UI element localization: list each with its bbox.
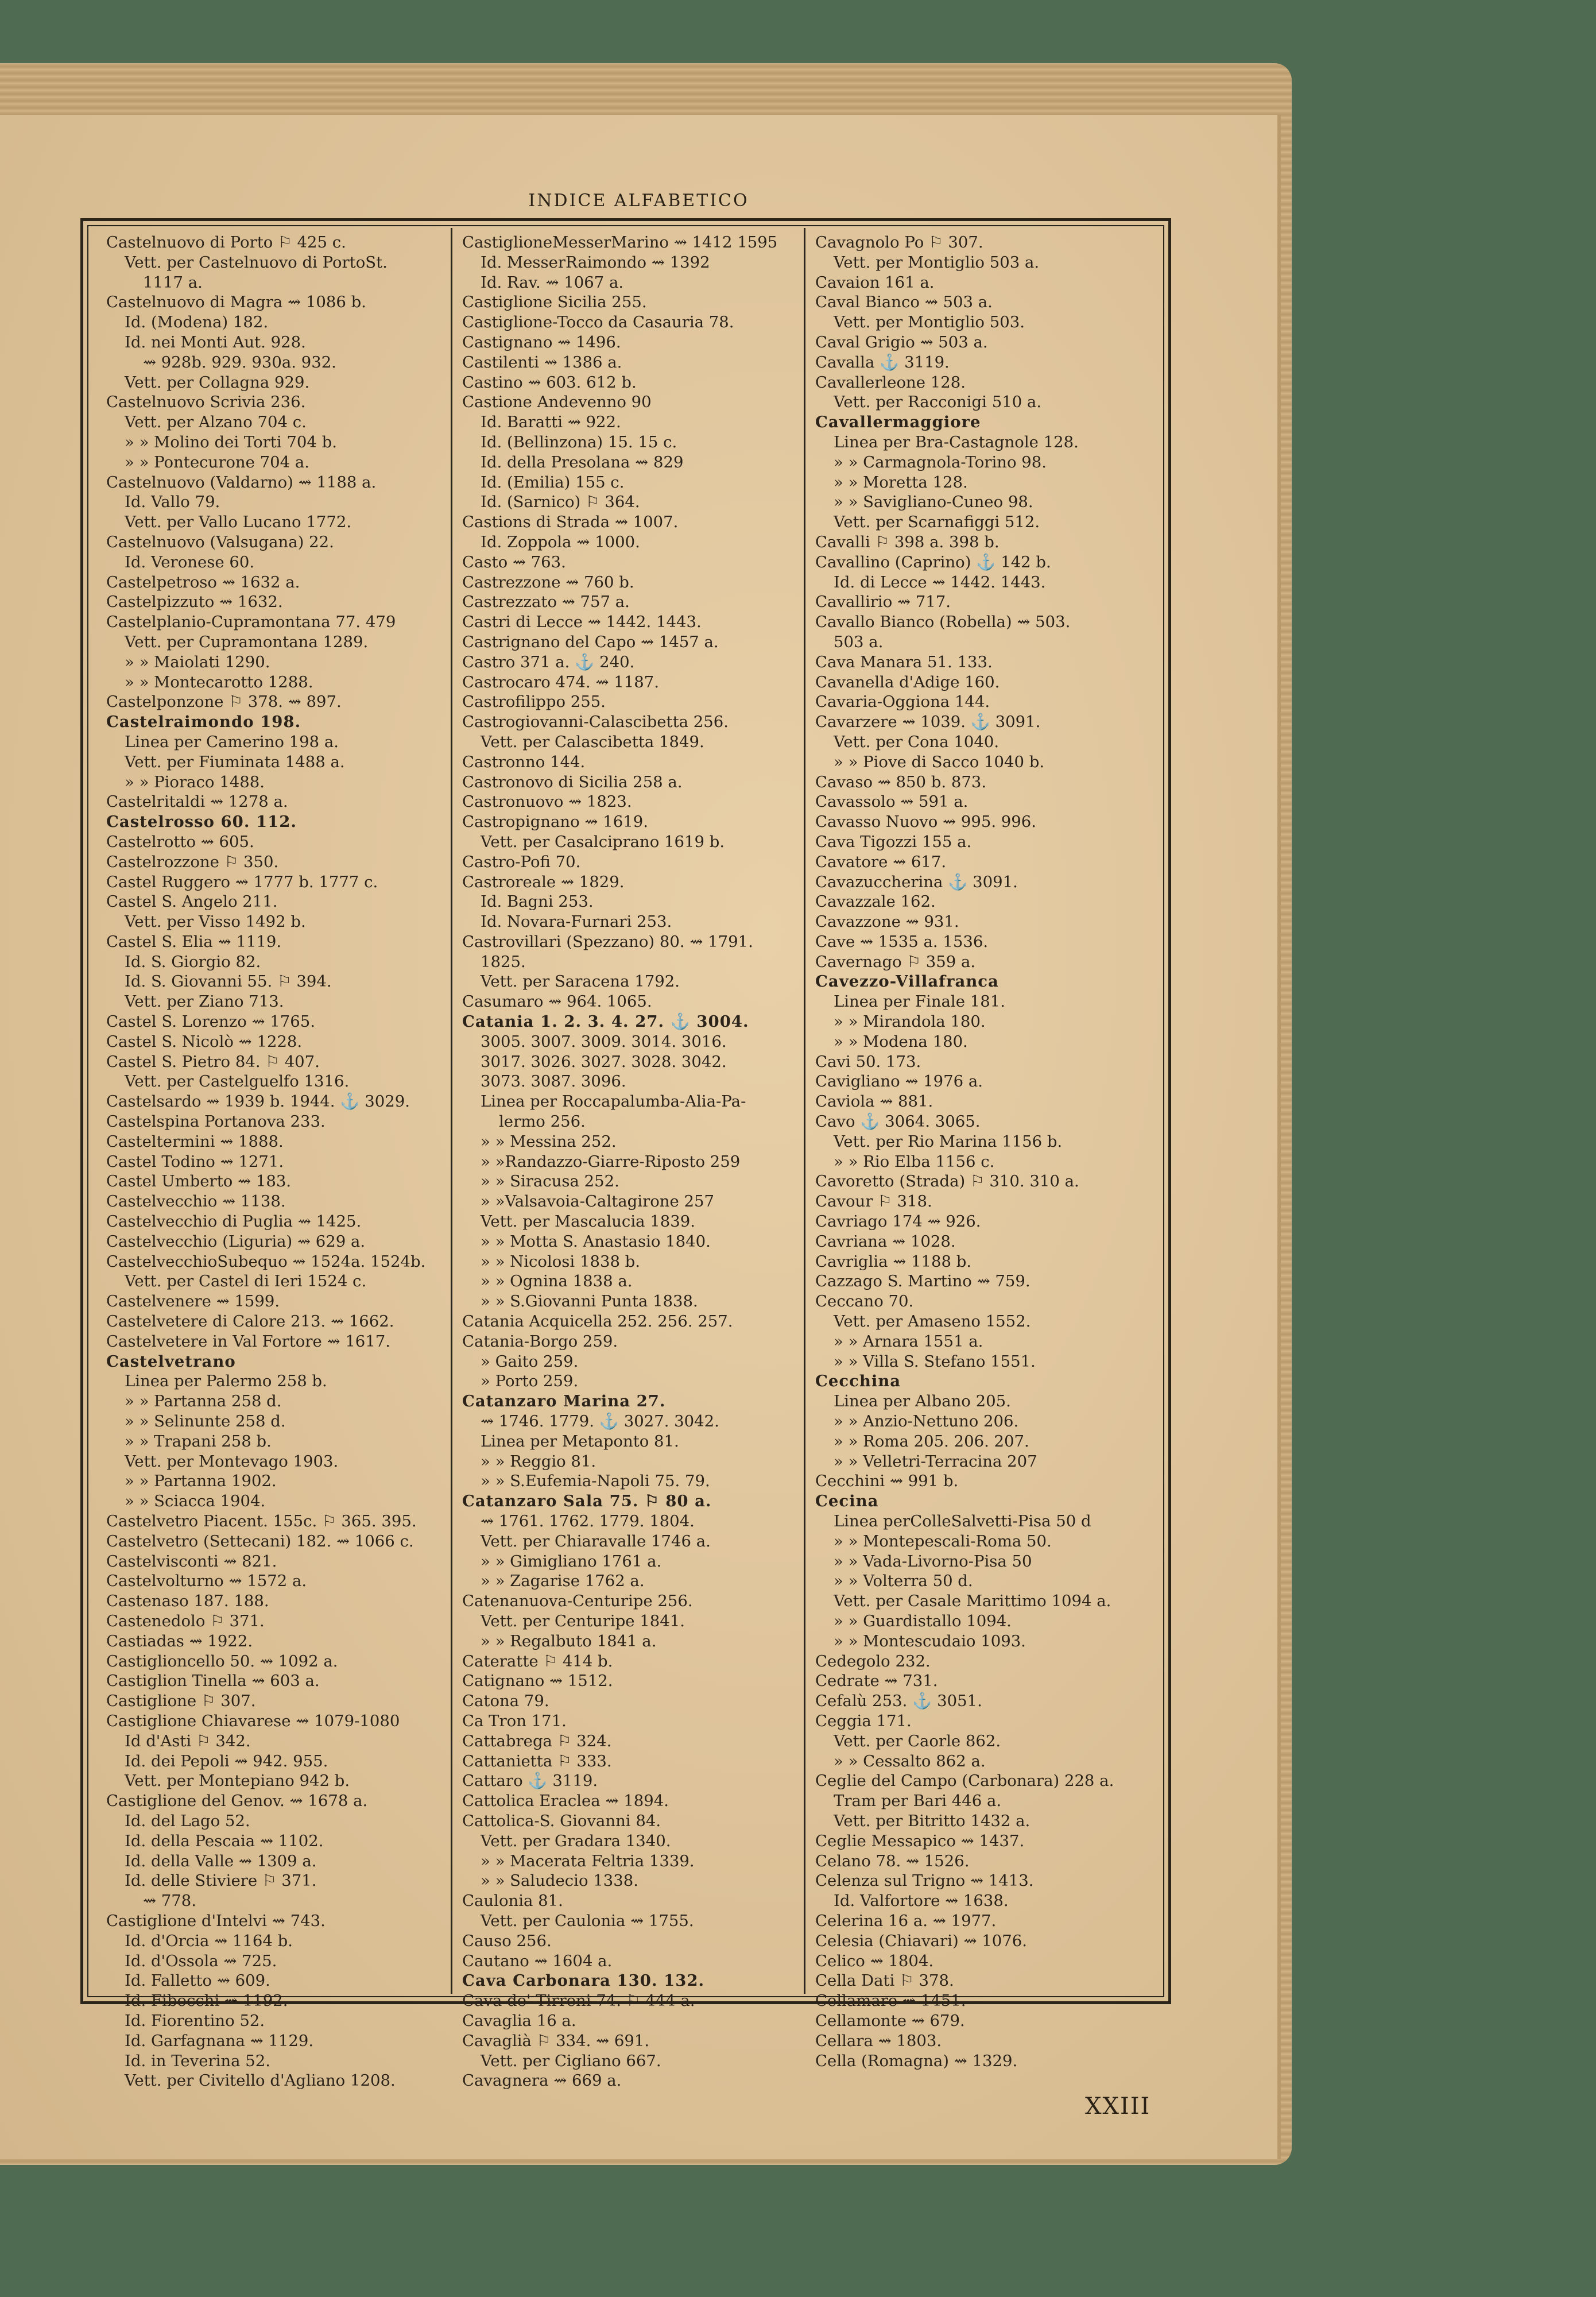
index-entry: Vett. per Fiuminata 1488 a.: [125, 752, 345, 771]
index-entry: Castelnuovo (Valsugana) 22.: [106, 532, 334, 551]
index-column-2: [462, 233, 807, 2090]
index-entry: Id. Falletto ⇝ 609.: [125, 1971, 270, 1990]
index-entry: Castelrosso 60. 112.: [106, 813, 297, 832]
index-entry: Ceggia 171.: [815, 1711, 912, 1730]
index-entry: Id. Novara-Furnari 253.: [481, 912, 672, 931]
index-entry: » » Macerata Feltria 1339.: [481, 1851, 695, 1870]
index-entry: Id. (Emilia) 155 c.: [481, 473, 625, 492]
index-entry: 503 a.: [834, 632, 884, 651]
index-entry: Castronuovo ⇝ 1823.: [462, 792, 632, 811]
index-entry: Cellamonte ⇝ 679.: [815, 2011, 965, 2030]
index-entry: Casumaro ⇝ 964. 1065.: [462, 992, 652, 1011]
index-entry: Catania 1. 2. 3. 4. 27. ⚓ 3004.: [462, 1012, 749, 1031]
index-entry: Castelritaldi ⇝ 1278 a.: [106, 792, 288, 811]
index-entry: Vett. per Cigliano 667.: [481, 2051, 661, 2070]
index-entry: » » Roma 205. 206. 207.: [834, 1432, 1029, 1451]
index-entry: ⇝ 1746. 1779. ⚓ 3027. 3042.: [481, 1412, 719, 1431]
index-entry: Celico ⇝ 1804.: [815, 1951, 934, 1970]
index-entry: Id d'Asti ⚐ 342.: [125, 1731, 251, 1750]
index-entry: Vett. per Scarnafiggi 512.: [834, 513, 1040, 532]
index-entry: Castelvisconti ⇝ 821.: [106, 1552, 277, 1571]
index-entry: Cave ⇝ 1535 a. 1536.: [815, 932, 989, 951]
index-entry: Id. Bagni 253.: [481, 892, 594, 911]
index-entry: Id. Veronese 60.: [125, 552, 255, 571]
index-entry: Cecchini ⇝ 991 b.: [815, 1472, 959, 1491]
index-column-3: [815, 233, 1154, 2070]
index-entry: » »Valsavoia-Caltagirone 257: [481, 1192, 714, 1211]
index-entry: Cedrate ⇝ 731.: [815, 1672, 938, 1691]
index-entry: Castelponzone ⚐ 378. ⇝ 897.: [106, 693, 342, 711]
index-entry: Linea per Palermo 258 b.: [125, 1372, 327, 1391]
index-entry: » » Saludecio 1338.: [481, 1871, 638, 1890]
index-entry: 3073. 3087. 3096.: [481, 1072, 626, 1091]
index-entry: Castel S. Nicolò ⇝ 1228.: [106, 1032, 303, 1051]
index-entry: » » Pontecurone 704 a.: [125, 453, 310, 471]
index-entry: Cavagnera ⇝ 669 a.: [462, 2071, 622, 2090]
index-entry: » » S.Giovanni Punta 1838.: [481, 1292, 698, 1311]
index-entry: Castel S. Elia ⇝ 1119.: [106, 932, 282, 951]
index-entry: Id. Rav. ⇝ 1067 a.: [481, 273, 624, 292]
index-entry: Cavaglià ⚐ 334. ⇝ 691.: [462, 2031, 650, 2050]
index-entry: 3005. 3007. 3009. 3014. 3016.: [481, 1032, 727, 1051]
index-entry: Castel S. Lorenzo ⇝ 1765.: [106, 1012, 315, 1031]
index-entry: Linea per Metaponto 81.: [481, 1432, 679, 1451]
index-entry: Cavezzo-Villafranca: [815, 972, 999, 991]
index-entry: Id. nei Monti Aut. 928.: [125, 332, 306, 351]
index-entry: » » Piove di Sacco 1040 b.: [834, 752, 1045, 771]
index-entry: Castrofilippo 255.: [462, 693, 606, 711]
index-entry: » » Reggio 81.: [481, 1452, 596, 1471]
index-entry: Cava Carbonara 130. 132.: [462, 1971, 705, 1990]
index-entry: Vett. per Rio Marina 1156 b.: [834, 1132, 1063, 1151]
index-entry: Cavalla ⚓ 3119.: [815, 353, 950, 372]
index-entry: Cavazzone ⇝ 931.: [815, 912, 959, 931]
index-entry: » » Rio Elba 1156 c.: [834, 1152, 995, 1171]
index-entry: Id. del Lago 52.: [125, 1811, 250, 1830]
index-entry: » » Molino dei Torti 704 b.: [125, 432, 337, 451]
index-entry: » » Motta S. Anastasio 1840.: [481, 1232, 711, 1251]
index-entry: Vett. per Saracena 1792.: [481, 972, 680, 991]
index-entry: ⇝ 1761. 1762. 1779. 1804.: [481, 1512, 695, 1530]
index-entry: Id. (Sarnico) ⚐ 364.: [481, 493, 640, 512]
index-entry: Cavo ⚓ 3064. 3065.: [815, 1112, 981, 1131]
index-entry: Cavazzale 162.: [815, 892, 936, 911]
index-entry: Castrocaro 474. ⇝ 1187.: [462, 672, 660, 691]
index-entry: ⇝ 778.: [143, 1892, 197, 1911]
index-entry: Cava de' Tirreni 74. ⚐ 444 a.: [462, 1991, 695, 2010]
index-entry: Castelspina Portanova 233.: [106, 1112, 326, 1131]
index-entry: Ceglie Messapico ⇝ 1437.: [815, 1831, 1025, 1850]
index-entry: Castelvetere di Calore 213. ⇝ 1662.: [106, 1312, 394, 1331]
index-entry: Linea perColleSalvetti-Pisa 50 d: [834, 1512, 1091, 1530]
index-entry: Castelnuovo di Magra ⇝ 1086 b.: [106, 293, 366, 312]
index-entry: Caval Grigio ⇝ 503 a.: [815, 332, 988, 351]
index-entry: Castelvetro (Settecani) 182. ⇝ 1066 c.: [106, 1532, 414, 1550]
index-entry: Cecchina: [815, 1372, 901, 1391]
index-entry: Id. Fibocchi ⇝ 1192.: [125, 1991, 288, 2010]
index-entry: Id. (Bellinzona) 15. 15 c.: [481, 432, 677, 451]
index-entry: Cella Dati ⚐ 378.: [815, 1971, 954, 1990]
index-entry: Linea per Camerino 198 a.: [125, 732, 339, 751]
index-entry: Id. della Valle ⇝ 1309 a.: [125, 1851, 317, 1870]
index-entry: Cavallo Bianco (Robella) ⇝ 503.: [815, 613, 1071, 632]
index-entry: Castelvetrano: [106, 1352, 236, 1371]
index-entry: Celesia (Chiavari) ⇝ 1076.: [815, 1931, 1027, 1950]
index-frame: [80, 218, 1171, 2090]
index-entry: Cellamare ⇝ 1451.: [815, 1991, 966, 2010]
index-entry: Castiglione Sicilia 255.: [462, 293, 647, 312]
index-entry: Castiglione Chiavarese ⇝ 1079-1080: [106, 1711, 400, 1730]
index-entry: » » Nicolosi 1838 b.: [481, 1252, 641, 1271]
index-entry: Castel S. Pietro 84. ⚐ 407.: [106, 1052, 320, 1071]
index-entry: Catenanuova-Centuripe 256.: [462, 1592, 693, 1611]
index-entry: Cavour ⚐ 318.: [815, 1192, 932, 1211]
index-entry: Castiglione del Genov. ⇝ 1678 a.: [106, 1792, 368, 1811]
page-header: INDICE ALFABETICO: [528, 191, 749, 211]
index-entry: » » Partanna 1902.: [125, 1472, 277, 1491]
page-number: XXIII: [1085, 2093, 1151, 2120]
index-entry: Castiglione d'Intelvi ⇝ 743.: [106, 1911, 326, 1930]
index-entry: Castrignano del Capo ⇝ 1457 a.: [462, 632, 719, 651]
index-entry: Castel Todino ⇝ 1271.: [106, 1152, 284, 1171]
index-entry: Castelrotto ⇝ 605.: [106, 832, 254, 851]
index-entry: Vett. per Casalciprano 1619 b.: [481, 832, 725, 851]
index-entry: Castino ⇝ 603. 612 b.: [462, 373, 637, 392]
index-entry: Catanzaro Sala 75. ⚐ 80 a.: [462, 1492, 712, 1511]
index-entry: Id. Vallo 79.: [125, 493, 220, 512]
index-entry: Castelraimondo 198.: [106, 713, 301, 732]
index-entry: Cavaso ⇝ 850 b. 873.: [815, 772, 987, 791]
index-entry: Castrogiovanni-Calascibetta 256.: [462, 713, 729, 732]
index-entry: Castenedolo ⚐ 371.: [106, 1611, 265, 1630]
index-entry: CastelvecchioSubequo ⇝ 1524a. 1524b.: [106, 1252, 426, 1271]
index-entry: » » Arnara 1551 a.: [834, 1332, 983, 1351]
index-entry: Castro-Pofi 70.: [462, 852, 581, 871]
index-entry: Cavriago 174 ⇝ 926.: [815, 1212, 981, 1231]
index-entry: Castelpetroso ⇝ 1632 a.: [106, 573, 300, 591]
index-entry: » » Anzio-Nettuno 206.: [834, 1412, 1019, 1431]
index-entry: Castri di Lecce ⇝ 1442. 1443.: [462, 613, 702, 632]
index-entry: Castione Andevenno 90: [462, 393, 652, 412]
index-entry: » » Pioraco 1488.: [125, 772, 265, 791]
index-entry: Id. d'Ossola ⇝ 725.: [125, 1951, 277, 1970]
index-entry: Castelvetro Piacent. 155c. ⚐ 365. 395.: [106, 1512, 417, 1530]
index-entry: Vett. per Montiglio 503.: [834, 313, 1025, 332]
index-entry: Cavigliano ⇝ 1976 a.: [815, 1072, 983, 1091]
index-entry: Ceccano 70.: [815, 1292, 914, 1311]
index-entry: » » Zagarise 1762 a.: [481, 1572, 645, 1591]
index-entry: Vett. per Montevago 1903.: [125, 1452, 339, 1471]
index-entry: Cavassolo ⇝ 591 a.: [815, 792, 969, 811]
index-entry: 1117 a.: [143, 273, 203, 292]
index-entry: lermo 256.: [499, 1112, 586, 1131]
index-entry: Cavagnolo Po ⚐ 307.: [815, 233, 983, 252]
index-entry: » » Siracusa 252.: [481, 1172, 619, 1191]
index-entry: » » Savigliano-Cuneo 98.: [834, 493, 1033, 512]
index-entry: Vett. per Visso 1492 b.: [125, 912, 306, 931]
index-entry: Caulonia 81.: [462, 1892, 563, 1911]
index-entry: Vett. per Amaseno 1552.: [834, 1312, 1031, 1331]
book-page: [0, 115, 1281, 2159]
index-entry: » » Guardistallo 1094.: [834, 1611, 1012, 1630]
index-entry: Cecina: [815, 1492, 879, 1511]
index-entry: Celano 78. ⇝ 1526.: [815, 1851, 970, 1870]
index-entry: Id. della Pescaia ⇝ 1102.: [125, 1831, 324, 1850]
index-entry: Castiglion Tinella ⇝ 603 a.: [106, 1672, 320, 1691]
index-entry: Castelvecchio ⇝ 1138.: [106, 1192, 286, 1211]
index-entry: » » Modena 180.: [834, 1032, 968, 1051]
index-entry: Castiglione ⚐ 307.: [106, 1692, 256, 1711]
index-entry: Ca Tron 171.: [462, 1711, 567, 1730]
index-entry: » » Partanna 258 d.: [125, 1392, 282, 1411]
index-entry: Vett. per Casale Marittimo 1094 a.: [834, 1592, 1111, 1611]
index-entry: » » Sciacca 1904.: [125, 1492, 266, 1511]
index-entry: 1825.: [481, 952, 526, 971]
column-divider: [451, 228, 452, 1994]
index-entry: Ceglie del Campo (Carbonara) 228 a.: [815, 1772, 1114, 1791]
index-entry: Id. in Teverina 52.: [125, 2051, 271, 2070]
index-entry: Castelnuovo (Valdarno) ⇝ 1188 a.: [106, 473, 377, 492]
index-entry: Cavarzere ⇝ 1039. ⚓ 3091.: [815, 713, 1041, 732]
index-entry: Castions di Strada ⇝ 1007.: [462, 513, 679, 532]
index-entry: Vett. per Castel di Ieri 1524 c.: [125, 1272, 367, 1291]
index-entry: Cavaria-Oggiona 144.: [815, 693, 990, 711]
index-entry: Cavriana ⇝ 1028.: [815, 1232, 956, 1251]
index-entry: Castropignano ⇝ 1619.: [462, 813, 648, 832]
index-entry: Vett. per Calascibetta 1849.: [481, 732, 704, 751]
index-entry: » » Carmagnola-Torino 98.: [834, 453, 1047, 471]
index-entry: Castignano ⇝ 1496.: [462, 332, 621, 351]
index-entry: Cavazuccherina ⚓ 3091.: [815, 872, 1018, 891]
index-entry: Cedegolo 232.: [815, 1652, 931, 1670]
index-entry: Cavaion 161 a.: [815, 273, 935, 292]
index-entry: » » Montecarotto 1288.: [125, 672, 313, 691]
index-entry: Id. d'Orcia ⇝ 1164 b.: [125, 1931, 293, 1950]
index-entry: Cellara ⇝ 1803.: [815, 2031, 942, 2050]
index-entry: Vett. per Gradara 1340.: [481, 1831, 671, 1850]
index-entry: » » Mirandola 180.: [834, 1012, 986, 1031]
index-entry: Cavasso Nuovo ⇝ 995. 996.: [815, 813, 1037, 832]
index-entry: Castel Umberto ⇝ 183.: [106, 1172, 292, 1191]
index-entry: Cava Manara 51. 133.: [815, 652, 993, 671]
index-entry: Cattabrega ⚐ 324.: [462, 1731, 612, 1750]
index-entry: Vett. per Caorle 862.: [834, 1731, 1001, 1750]
index-entry: Casto ⇝ 763.: [462, 552, 566, 571]
index-entry: Vett. per Montiglio 503 a.: [834, 253, 1040, 272]
index-entry: Linea per Roccapalumba-Alia-Pa-: [481, 1092, 746, 1111]
index-entry: » » Montescudaio 1093.: [834, 1631, 1026, 1650]
index-entry: Castrezzato ⇝ 757 a.: [462, 593, 630, 612]
index-entry: Vett. per Castelnuovo di PortoSt.: [125, 253, 388, 272]
index-entry: Caval Bianco ⇝ 503 a.: [815, 293, 993, 312]
index-entry: Cattolica Eraclea ⇝ 1894.: [462, 1792, 669, 1811]
index-column-1: [106, 233, 451, 2090]
index-entry: Cavalli ⚐ 398 a. 398 b.: [815, 532, 1000, 551]
index-entry: » » Velletri-Terracina 207: [834, 1452, 1037, 1471]
index-entry: Vett. per Racconigi 510 a.: [834, 393, 1042, 412]
index-entry: Castelvetere in Val Fortore ⇝ 1617.: [106, 1332, 391, 1351]
index-entry: Catona 79.: [462, 1692, 549, 1711]
index-entry: Cattanietta ⚐ 333.: [462, 1751, 612, 1770]
index-entry: Cateratte ⚐ 414 b.: [462, 1652, 613, 1670]
index-entry: » » Volterra 50 d.: [834, 1572, 973, 1591]
index-entry: » » Gimigliano 1761 a.: [481, 1552, 662, 1571]
index-entry: Linea per Albano 205.: [834, 1392, 1011, 1411]
index-entry: Cavallirio ⇝ 717.: [815, 593, 951, 612]
index-entry: Castelplanio-Cupramontana 77. 479: [106, 613, 396, 632]
index-entry: Linea per Bra-Castagnole 128.: [834, 432, 1079, 451]
index-entry: Cattaro ⚓ 3119.: [462, 1772, 598, 1791]
index-entry: Cavallino (Caprino) ⚓ 142 b.: [815, 552, 1051, 571]
index-entry: Id. (Modena) 182.: [125, 313, 269, 332]
index-entry: Id. Valfortore ⇝ 1638.: [834, 1892, 1009, 1911]
index-entry: Vett. per Ziano 713.: [125, 992, 284, 1011]
index-entry: Id. Baratti ⇝ 922.: [481, 413, 621, 432]
index-entry: Castenaso 187. 188.: [106, 1592, 269, 1611]
index-entry: Cavriglia ⇝ 1188 b.: [815, 1252, 972, 1271]
index-entry: Cavi 50. 173.: [815, 1052, 921, 1071]
index-entry: Vett. per Bitritto 1432 a.: [834, 1811, 1031, 1830]
index-entry: Cavanella d'Adige 160.: [815, 672, 1000, 691]
index-entry: Castrovillari (Spezzano) 80. ⇝ 1791.: [462, 932, 753, 951]
index-entry: Castelvenere ⇝ 1599.: [106, 1292, 280, 1311]
index-entry: Castelnuovo di Porto ⚐ 425 c.: [106, 233, 346, 252]
index-entry: Cava Tigozzi 155 a.: [815, 832, 972, 851]
index-entry: Catignano ⇝ 1512.: [462, 1672, 613, 1691]
index-entry: Castel S. Angelo 211.: [106, 892, 278, 911]
index-entry: Cavallermaggiore: [815, 413, 981, 432]
index-entry: Id. S. Giorgio 82.: [125, 952, 261, 971]
index-entry: Vett. per Civitello d'Agliano 1208.: [125, 2071, 396, 2090]
index-entry: Vett. per Cupramontana 1289.: [125, 632, 369, 651]
index-entry: Vett. per Vallo Lucano 1772.: [125, 513, 352, 532]
index-entry: Tram per Bari 446 a.: [834, 1792, 1002, 1811]
index-entry: Id. Garfagnana ⇝ 1129.: [125, 2031, 314, 2050]
index-entry: Cavoretto (Strada) ⚐ 310. 310 a.: [815, 1172, 1079, 1191]
index-entry: Id. MesserRaimondo ⇝ 1392: [481, 253, 710, 272]
index-entry: Castel Ruggero ⇝ 1777 b. 1777 c.: [106, 872, 378, 891]
index-entry: Castelpizzuto ⇝ 1632.: [106, 593, 283, 612]
index-entry: Cella (Romagna) ⇝ 1329.: [815, 2051, 1018, 2070]
index-entry: Castelrozzone ⚐ 350.: [106, 852, 279, 871]
index-entry: » » Vada-Livorno-Pisa 50: [834, 1552, 1032, 1571]
index-entry: Cavaglia 16 a.: [462, 2011, 576, 2030]
index-entry: Cefalù 253. ⚓ 3051.: [815, 1692, 982, 1711]
index-entry: Cautano ⇝ 1604 a.: [462, 1951, 613, 1970]
index-entry: » » Messina 252.: [481, 1132, 617, 1151]
index-entry: » » Moretta 128.: [834, 473, 968, 492]
index-entry: Id. della Presolana ⇝ 829: [481, 453, 684, 471]
index-entry: Castro 371 a. ⚓ 240.: [462, 652, 635, 671]
index-entry: » » Trapani 258 b.: [125, 1432, 272, 1451]
index-entry: Celenza sul Trigno ⇝ 1413.: [815, 1871, 1034, 1890]
index-entry: Vett. per Castelguelfo 1316.: [125, 1072, 350, 1091]
index-entry: Castelvecchio di Puglia ⇝ 1425.: [106, 1212, 362, 1231]
index-entry: Castronno 144.: [462, 752, 586, 771]
index-entry: Caviola ⇝ 881.: [815, 1092, 933, 1111]
index-entry: » Porto 259.: [481, 1372, 579, 1391]
index-entry: Linea per Finale 181.: [834, 992, 1005, 1011]
index-entry: Castronovo di Sicilia 258 a.: [462, 772, 683, 791]
index-entry: Cattolica-S. Giovanni 84.: [462, 1811, 661, 1830]
index-entry: » » Selinunte 258 d.: [125, 1412, 286, 1431]
index-entry: » » Villa S. Stefano 1551.: [834, 1352, 1036, 1371]
index-entry: Vett. per Collagna 929.: [125, 373, 310, 392]
index-entry: Castrezzone ⇝ 760 b.: [462, 573, 634, 591]
index-entry: Vett. per Centuripe 1841.: [481, 1611, 685, 1630]
index-entry: » »Randazzo-Giarre-Riposto 259: [481, 1152, 741, 1171]
index-entry: » » Regalbuto 1841 a.: [481, 1631, 657, 1650]
index-entry: Castilenti ⇝ 1386 a.: [462, 353, 622, 372]
index-entry: 3017. 3026. 3027. 3028. 3042.: [481, 1052, 727, 1071]
index-entry: Vett. per Montepiano 942 b.: [125, 1772, 350, 1791]
index-entry: Id. Zoppola ⇝ 1000.: [481, 532, 640, 551]
index-entry: Causo 256.: [462, 1931, 552, 1950]
index-entry: Castelvolturno ⇝ 1572 a.: [106, 1572, 307, 1591]
index-entry: Cavallerleone 128.: [815, 373, 966, 392]
index-entry: ⇝ 928b. 929. 930a. 932.: [143, 353, 336, 372]
index-entry: Castroreale ⇝ 1829.: [462, 872, 625, 891]
index-entry: Id. Fiorentino 52.: [125, 2011, 265, 2030]
index-entry: CastiglioneMesserMarino ⇝ 1412 1595: [462, 233, 778, 252]
index-entry: Catania-Borgo 259.: [462, 1332, 618, 1351]
index-entry: » » S.Eufemia-Napoli 75. 79.: [481, 1472, 710, 1491]
index-entry: Cazzago S. Martino ⇝ 759.: [815, 1272, 1031, 1291]
index-entry: Vett. per Cona 1040.: [834, 732, 1000, 751]
index-entry: Cavatore ⇝ 617.: [815, 852, 947, 871]
index-entry: Id. S. Giovanni 55. ⚐ 394.: [125, 972, 332, 991]
index-entry: Id. dei Pepoli ⇝ 942. 955.: [125, 1751, 328, 1770]
index-entry: Celerina 16 a. ⇝ 1977.: [815, 1911, 997, 1930]
index-entry: » » Maiolati 1290.: [125, 652, 270, 671]
index-entry: Id. delle Stiviere ⚐ 371.: [125, 1871, 317, 1890]
index-entry: Castiadas ⇝ 1922.: [106, 1631, 253, 1650]
index-entry: Casteltermini ⇝ 1888.: [106, 1132, 284, 1151]
index-entry: Castiglioncello 50. ⇝ 1092 a.: [106, 1652, 338, 1670]
index-entry: Castiglione-Tocco da Casauria 78.: [462, 313, 734, 332]
index-entry: » » Montepescali-Roma 50.: [834, 1532, 1052, 1550]
index-entry: » » Cessalto 862 a.: [834, 1751, 986, 1770]
index-entry: Catania Acquicella 252. 256. 257.: [462, 1312, 733, 1331]
index-entry: » » Ognina 1838 a.: [481, 1272, 633, 1291]
index-entry: Castelvecchio (Liguria) ⇝ 629 a.: [106, 1232, 366, 1251]
index-entry: Castelsardo ⇝ 1939 b. 1944. ⚓ 3029.: [106, 1092, 410, 1111]
index-entry: Vett. per Mascalucia 1839.: [481, 1212, 695, 1231]
index-entry: Vett. per Alzano 704 c.: [125, 413, 307, 432]
index-entry: Id. di Lecce ⇝ 1442. 1443.: [834, 573, 1046, 591]
index-entry: Vett. per Chiaravalle 1746 a.: [481, 1532, 711, 1550]
index-entry: Castelnuovo Scrivia 236.: [106, 393, 306, 412]
index-entry: Catanzaro Marina 27.: [462, 1392, 666, 1411]
index-entry: Vett. per Caulonia ⇝ 1755.: [481, 1911, 694, 1930]
index-entry: » Gaito 259.: [481, 1352, 579, 1371]
index-entry: Cavernago ⚐ 359 a.: [815, 952, 976, 971]
